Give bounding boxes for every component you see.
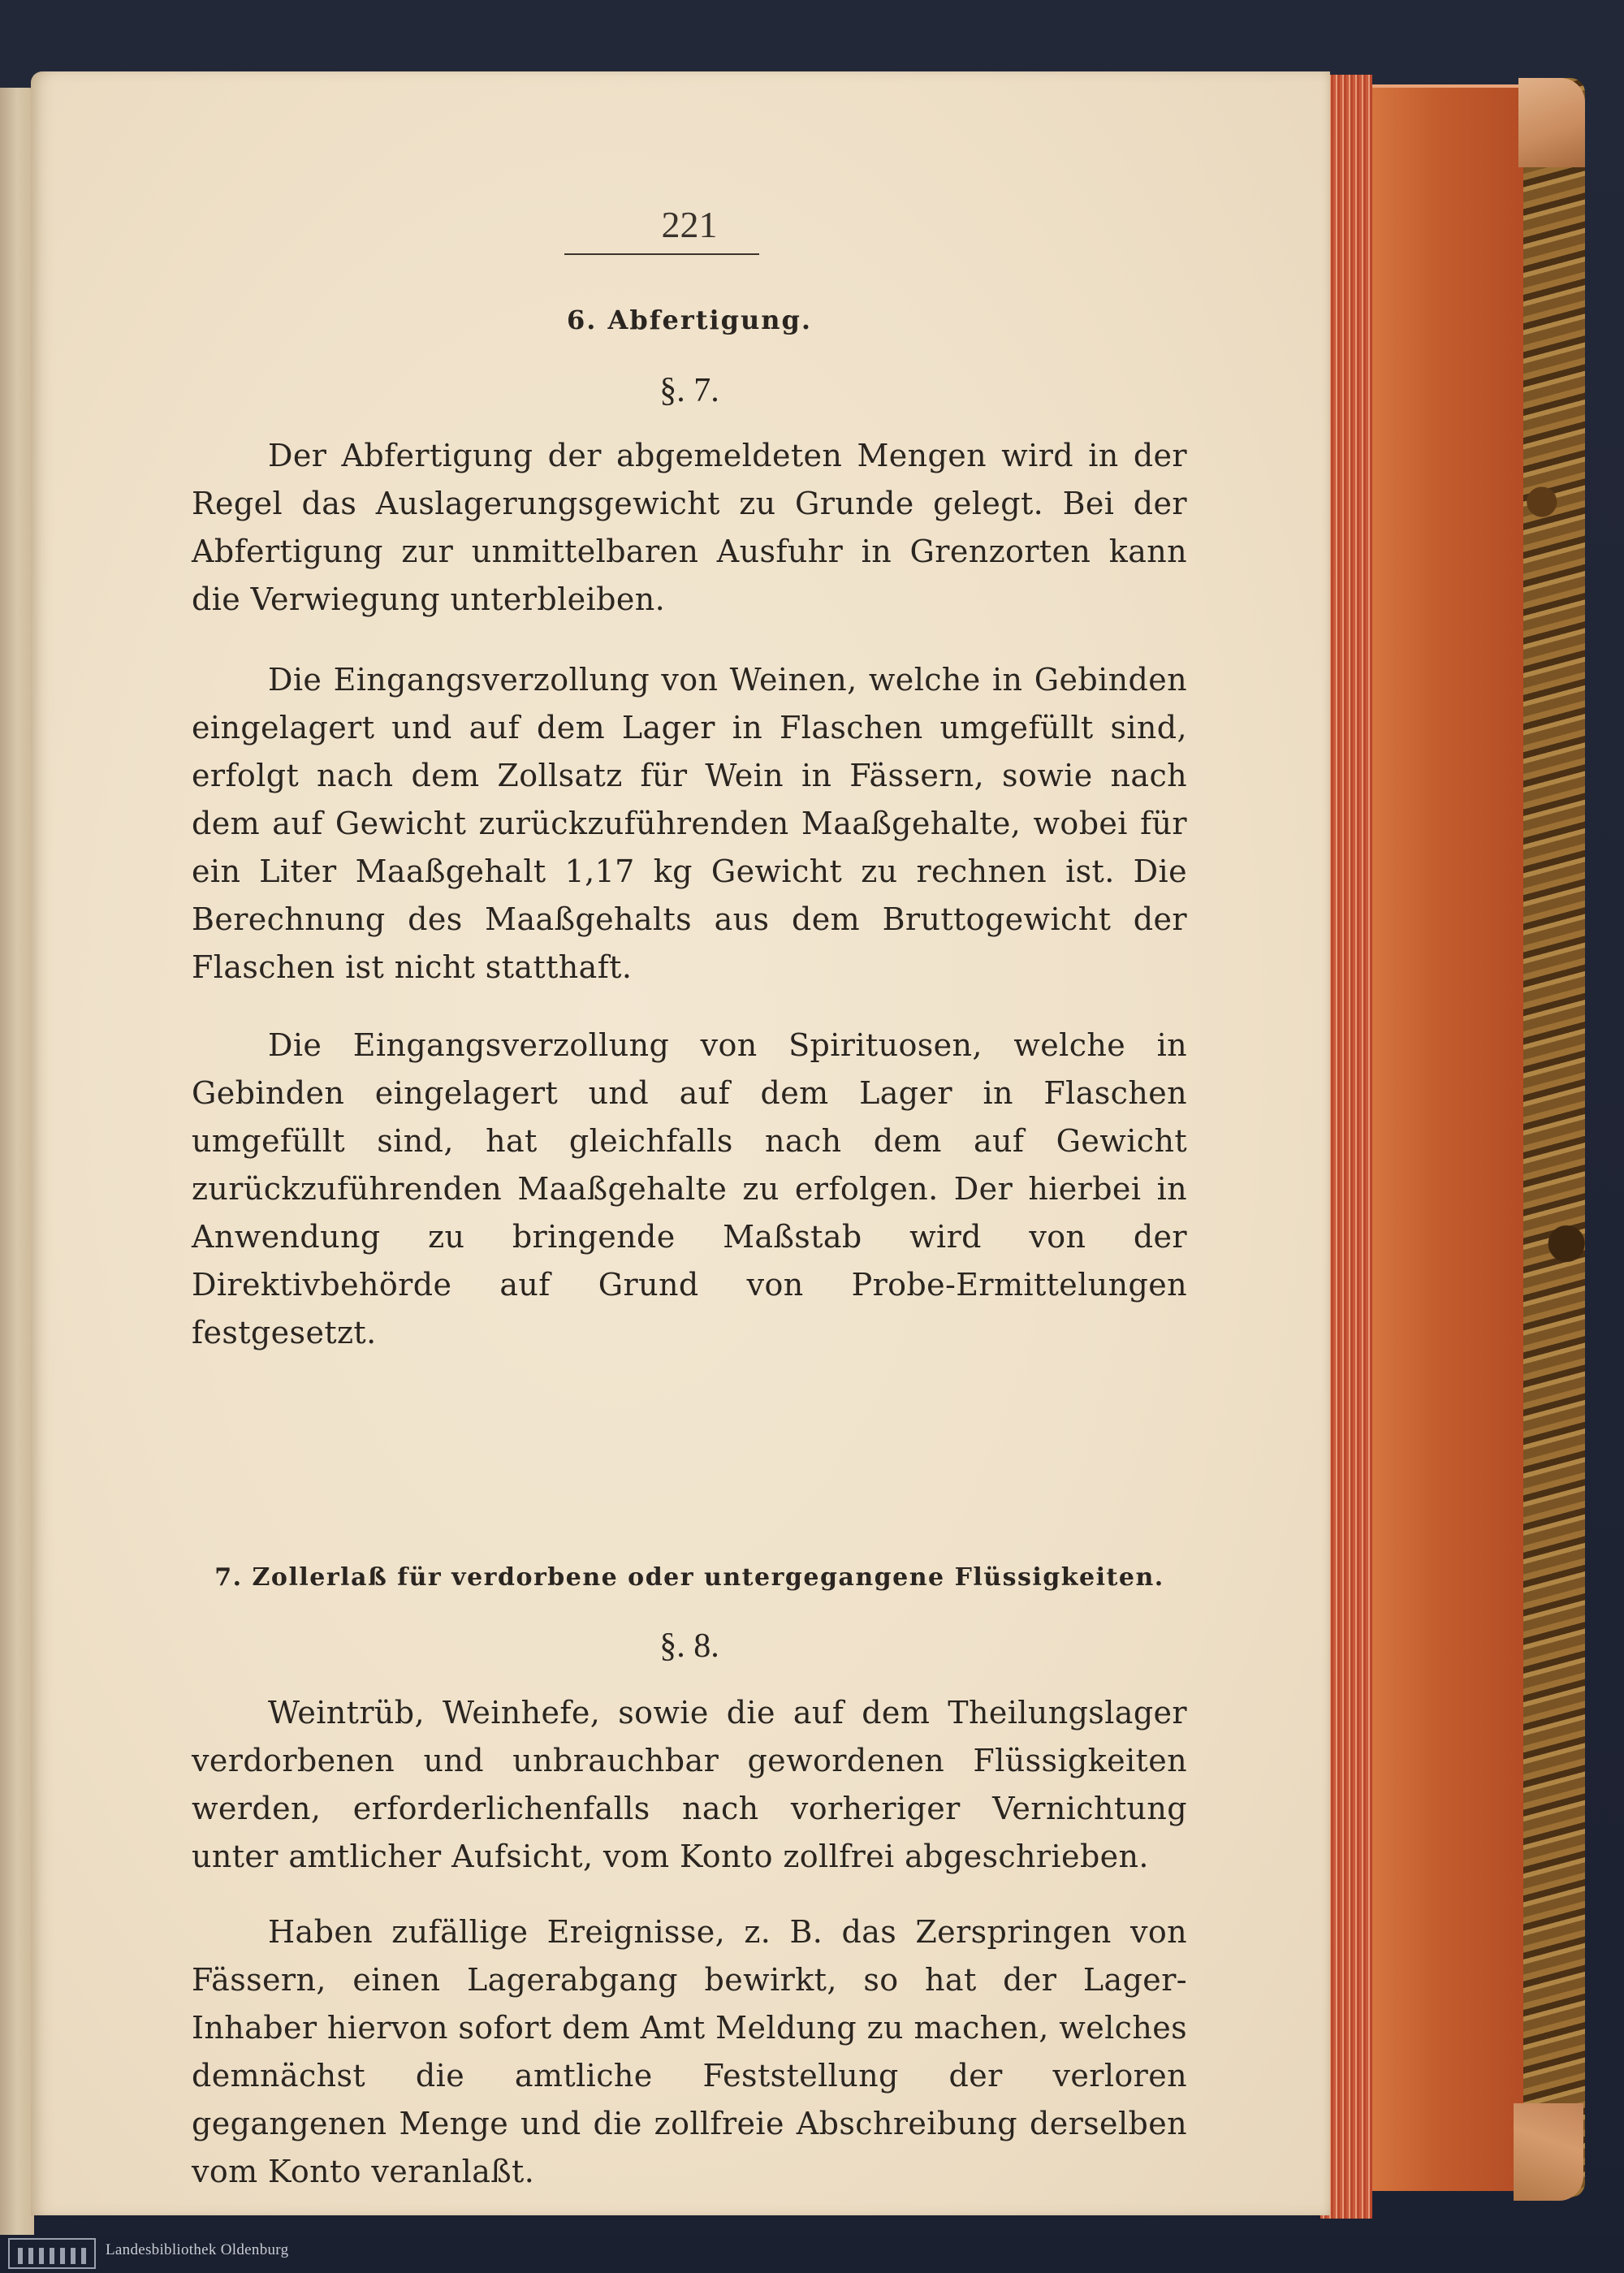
left-page-edge [0, 88, 34, 2248]
footer-library-name: Landesbibliothek Oldenburg [106, 2241, 289, 2258]
paragraph-sign: §. 7. [659, 372, 719, 409]
section-heading: 6. Abfertigung. [566, 305, 813, 335]
body-paragraph: Die Eingangsverzollung von Spirituosen, welche in Gebinden eingelagert und auf dem Lager in Flaschen umgefüllt sind, hat gleichfalls nach dem auf Gewicht zurückzuführenden Maaßgehalte zu erfolgen. Der hierbei in Anwendung zu bringende Maßstab wird von der Direktivbehörde auf Grund von Probe-Ermittelungen festgesetzt. [192, 1027, 1187, 1350]
page-number: 221 [661, 204, 718, 245]
cover-corner-top [1518, 78, 1585, 167]
cover-corner-bottom [1514, 2103, 1583, 2201]
library-logo-icon [8, 2238, 96, 2269]
body-paragraph: Haben zufällige Ereignisse, z. B. das Zerspringen von Fässern, einen Lagerabgang bewirkt, so hat der Lager-Inhaber hiervon sofort dem Amt Meldung zu machen, welches demnächst die amtliche Feststellung der verloren gegangenen Menge und die zollfreie Abschreibung derselben vom Konto veranlaßt. [192, 1914, 1187, 2189]
body-paragraph: Weintrüb, Weinhefe, sowie die auf dem Theilungslager verdorbenen und unbrauchbar gewordenen Flüssigkeiten werden, erforderlichenfalls nach vorheriger Vernichtung unter amtlicher Aufsicht, vom Konto zollfrei abgeschrieben. [192, 1695, 1187, 1874]
paragraph-sign: §. 8. [659, 1627, 719, 1665]
page-number-rule [564, 253, 759, 255]
body-paragraph: Der Abfertigung der abgemeldeten Mengen wird in der Regel das Auslagerungsgewicht zu Grunde gelegt. Bei der Abfertigung zur unmittelbaren Ausfuhr in Grenzorten kann die Verwiegung unterbleiben. [192, 438, 1187, 617]
body-paragraph: Die Eingangsverzollung von Weinen, welche in Gebinden eingelagert und auf dem Lager in Flaschen umgefüllt sind, erfolgt nach dem Zollsatz für Wein in Fässern, sowie nach dem auf Gewicht zurückzuführenden Maaßgehalte, wobei für ein Liter Maaßgehalt 1,17 kg Gewicht zu rechnen ist. Die Berechnung des Maaßgehalts aus dem Bruttogewicht der Flaschen ist nicht statthaft. [192, 662, 1187, 985]
book-cover-inner [1372, 84, 1523, 2191]
marbled-cover-edge [1523, 78, 1585, 2197]
section-heading: 7. Zollerlaß für verdorbene oder untergegangene Flüssigkeiten. [214, 1563, 1164, 1592]
